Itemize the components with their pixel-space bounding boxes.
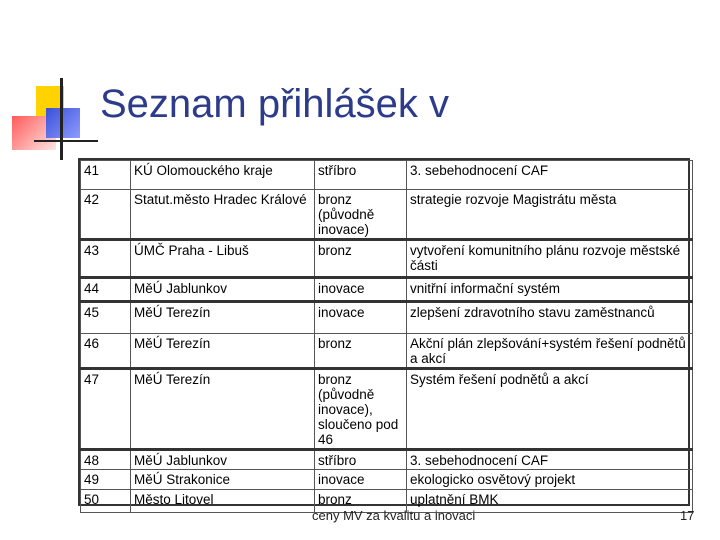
award-status: bronz xyxy=(315,334,407,369)
table-row xyxy=(81,161,693,190)
table-row xyxy=(81,302,693,334)
logo-vertical-line xyxy=(60,78,63,160)
row-number: 45 xyxy=(81,302,131,334)
project-name: Akční plán zlepšování+systém řešení podnětů a akcí xyxy=(407,334,693,369)
row-number: 44 xyxy=(81,278,131,302)
table-row xyxy=(81,190,693,240)
office-name: MěÚ Terezín xyxy=(131,334,315,369)
page-number: 17 xyxy=(680,508,695,523)
footer-text: ceny MV za kvalitu a inovaci xyxy=(312,508,476,523)
project-name: 3. sebehodnocení CAF xyxy=(407,161,693,190)
project-name: Systém řešení podnětů a akcí xyxy=(407,369,693,450)
office-name: KÚ Olomouckého kraje xyxy=(131,161,315,190)
row-number: 46 xyxy=(81,334,131,369)
office-name: MěÚ Jablunkov xyxy=(131,450,315,470)
applications-table xyxy=(78,158,690,506)
office-name: ÚMČ Praha - Libuš xyxy=(131,240,315,278)
row-number: 41 xyxy=(81,161,131,190)
office-name: MěÚ Strakonice xyxy=(131,470,315,490)
project-name: ekologicko osvětový projekt xyxy=(407,470,693,490)
office-name: MěÚ Jablunkov xyxy=(131,278,315,302)
row-number: 43 xyxy=(81,240,131,278)
project-name: 3. sebehodnocení CAF xyxy=(407,450,693,470)
office-name: Statut.město Hradec Králové xyxy=(131,190,315,240)
row-number: 47 xyxy=(81,369,131,450)
project-name: zlepšení zdravotního stavu zaměstnanců xyxy=(407,302,693,334)
award-status: bronz (původně inovace), sloučeno pod 46 xyxy=(315,369,407,450)
award-status: stříbro xyxy=(315,161,407,190)
office-name: Město Litovel xyxy=(131,490,315,513)
table-row xyxy=(81,278,693,302)
table-row xyxy=(81,240,693,278)
award-status: bronz xyxy=(315,490,407,513)
award-status: bronz xyxy=(315,240,407,278)
project-name: strategie rozvoje Magistrátu města xyxy=(407,190,693,240)
logo-blue-square xyxy=(46,108,80,138)
project-name: vytvoření komunitního plánu rozvoje městské části xyxy=(407,240,693,278)
row-number: 49 xyxy=(81,470,131,490)
award-status: inovace xyxy=(315,470,407,490)
slide-title: Seznam přihlášek v xyxy=(100,82,450,126)
row-number: 48 xyxy=(81,450,131,470)
office-name: MěÚ Terezín xyxy=(131,369,315,450)
logo-horizontal-line xyxy=(34,140,98,142)
decorative-logo xyxy=(8,78,98,163)
award-status: stříbro xyxy=(315,450,407,470)
row-number: 42 xyxy=(81,190,131,240)
table-row xyxy=(81,334,693,369)
project-name: vnitřní informační systém xyxy=(407,278,693,302)
table-row xyxy=(81,470,693,490)
table-row xyxy=(81,369,693,450)
project-name: uplatnění BMK xyxy=(407,490,693,513)
award-status: inovace xyxy=(315,302,407,334)
table-row xyxy=(81,450,693,470)
award-status: bronz (původně inovace) xyxy=(315,190,407,240)
row-number: 50 xyxy=(81,490,131,513)
office-name: MěÚ Terezín xyxy=(131,302,315,334)
award-status: inovace xyxy=(315,278,407,302)
